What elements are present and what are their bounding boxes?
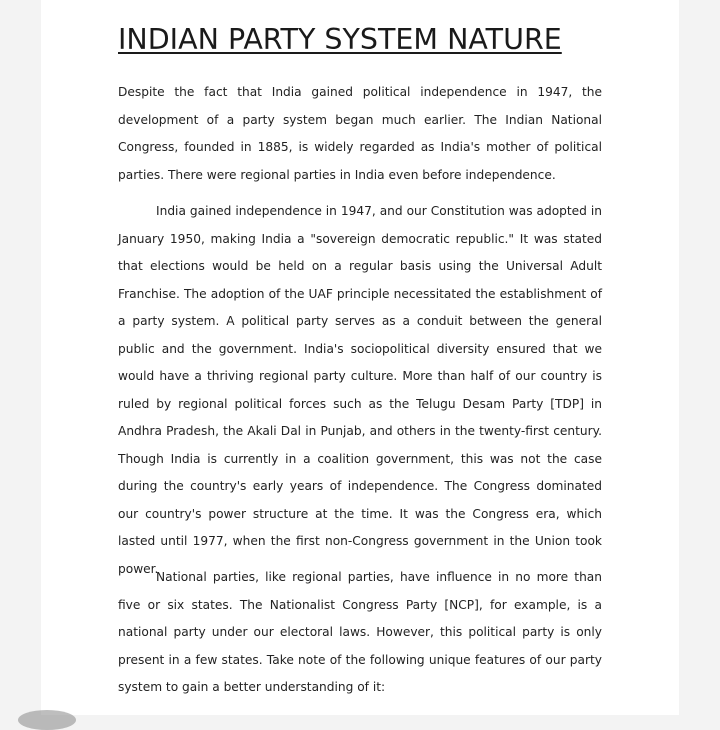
paragraph-1: Despite the fact that India gained political independence in 1947, the development of a party system began much earlier. The Indian National Congress, founded in 1885, is widely regarded as India's mother of political parties. There were regional parties in India even before independence. — [118, 85, 602, 182]
document-page — [41, 0, 679, 715]
document-title: INDIAN PARTY SYSTEM NATURE — [118, 23, 562, 56]
paragraph-2: India gained independence in 1947, and our Constitution was adopted in January 1950, making India a "sovereign democratic republic." It was stated that elections would be held on a regular basis using the Universal Adult Franchise. The adoption of the UAF principle necessitated the establishment of a party system. A political party serves as a conduit between the general public and the government. India's sociopolitical diversity ensured that we would have a thriving regional party culture. More than half of our country is ruled by regional political forces such as the Telugu Desam Party [TDP] in Andhra Pradesh, the Akali Dal in Punjab, and others in the twenty-first century. Though India is currently in a coalition government, this was not the case during the country's early years of independence. The Congress dominated our country's power structure at the time. It was the Congress era, which lasted until 1977, when the first non-Congress government in the Union took power. — [118, 204, 602, 576]
scroll-handle[interactable] — [18, 710, 76, 730]
paragraph-3: National parties, like regional parties, have influence in no more than five or six states. The Nationalist Congress Party [NCP], for example, is a national party under our electoral laws. However, this political party is only present in a few states. Take note of the following unique features of our party system to gain a better understanding of it: — [118, 570, 602, 694]
